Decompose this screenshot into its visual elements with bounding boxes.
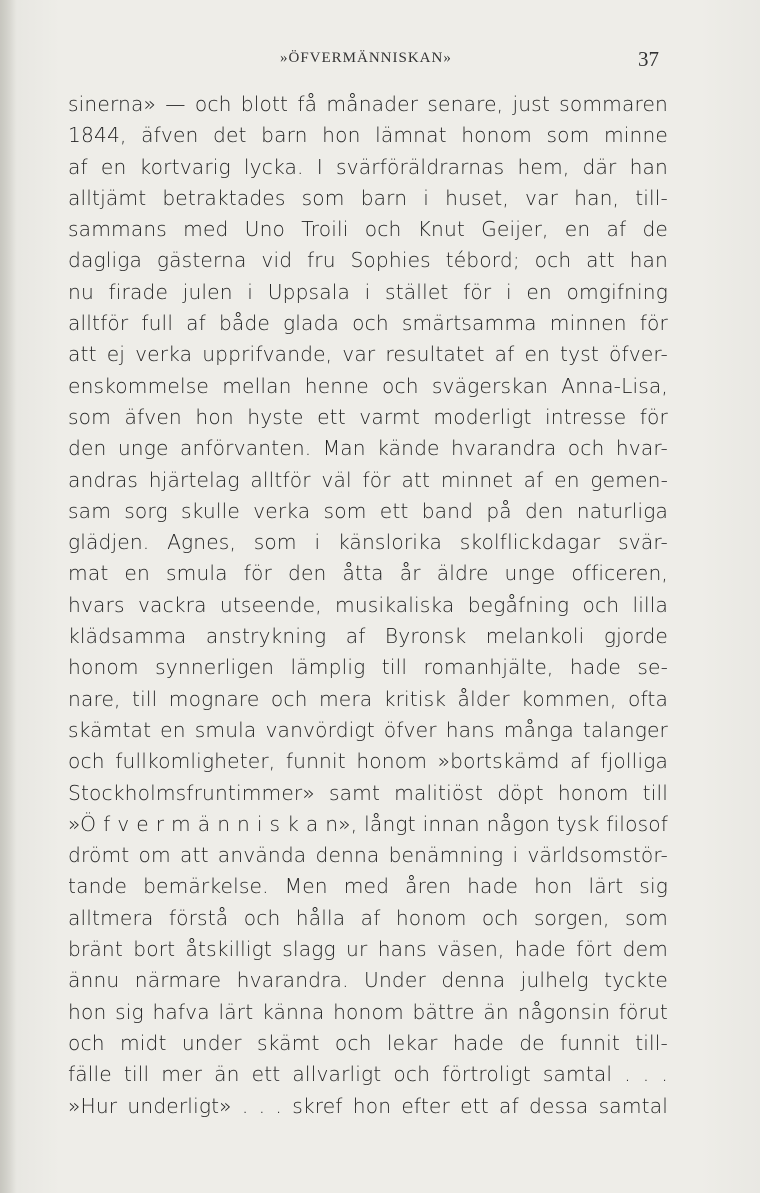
text-line: tande bemärkelse. Men med åren hade hon lärt sig	[68, 874, 668, 899]
text-line: och midt under skämt och lekar hade de funnit till-	[68, 1030, 668, 1055]
text-line: sammans med Uno Troili och Knut Geijer, en af de	[68, 217, 668, 242]
page-header	[0, 48, 760, 72]
text-line: af en kortvarig lycka. I svärföräldrarnas hem, där han	[68, 154, 668, 179]
body-text	[68, 89, 668, 1122]
text-line: att ej verka upprifvande, var resultatet af en tyst öfver-	[68, 342, 668, 367]
text-line: bränt bort åtskilligt slagg ur hans väsen, hade fört dem	[68, 937, 668, 962]
text-line: mat en smula för den åtta år äldre unge officeren,	[68, 561, 668, 586]
text-line: drömt om att använda denna benämning i världsomstör-	[68, 843, 668, 868]
page-edge-shadow	[0, 0, 16, 1193]
text-line: skämtat en smula vanvördigt öfver hans många talanger	[68, 717, 668, 742]
page-number: 37	[638, 47, 659, 71]
text-line: dagliga gästerna vid fru Sophies tébord; och att han	[68, 248, 668, 273]
text-line: enskommelse mellan henne och svägerskan Anna-Lisa,	[68, 373, 668, 398]
text-line: klädsamma anstrykning af Byronsk melankoli gjorde	[68, 624, 668, 649]
text-line: Stockholmsfruntimmer» samt malitiöst döpt honom till	[68, 780, 668, 805]
text-line: andras hjärtelag alltför väl för att minnet af en gemen-	[68, 467, 668, 492]
text-line: nare, till mognare och mera kritisk ålder kommen, ofta	[68, 686, 668, 711]
text-line: nu firade julen i Uppsala i stället för i en omgifning	[68, 279, 668, 304]
running-head: »ÖFVERMÄNNISKAN»	[280, 50, 452, 66]
text-line: sinerna» — och blott få månader senare, just sommaren	[68, 92, 668, 116]
text-line: glädjen. Agnes, som i känslorika skolflickdagar svär-	[68, 530, 668, 555]
text-line: alltför full af både glada och smärtsamma minnen för	[68, 311, 668, 336]
text-line: »Ö f v e r m ä n n i s k a n», långt innan någon tysk filosof	[68, 811, 668, 836]
text-line: den unge anförvanten. Man kände hvarandra och hvar-	[68, 436, 668, 461]
text-line: 1844, äfven det barn hon lämnat honom som minne	[68, 123, 668, 148]
text-line: hvars vackra utseende, musikaliska begåfning och lilla	[68, 592, 668, 617]
text-line: fälle till mer än ett allvarligt och förtroligt samtal . . .	[68, 1062, 668, 1087]
text-line: sam sorg skulle verka som ett band på den naturliga	[68, 498, 668, 523]
text-line: och fullkomligheter, funnit honom »bortskämd af fjolliga	[68, 749, 668, 774]
text-line: som äfven hon hyste ett varmt moderligt intresse för	[68, 404, 668, 429]
text-line: alltjämt betraktades som barn i huset, var han, till-	[68, 185, 668, 210]
text-line: alltmera förstå och hålla af honom och sorgen, som	[68, 905, 668, 930]
text-line: hon sig hafva lärt känna honom bättre än någonsin förut	[68, 999, 668, 1024]
text-line: ännu närmare hvarandra. Under denna julhelg tyckte	[68, 968, 668, 993]
text-line: honom synnerligen lämplig till romanhjälte, hade se-	[68, 655, 668, 680]
text-line: »Hur underligt» . . . skref hon efter ett af dessa samtal	[68, 1093, 668, 1118]
